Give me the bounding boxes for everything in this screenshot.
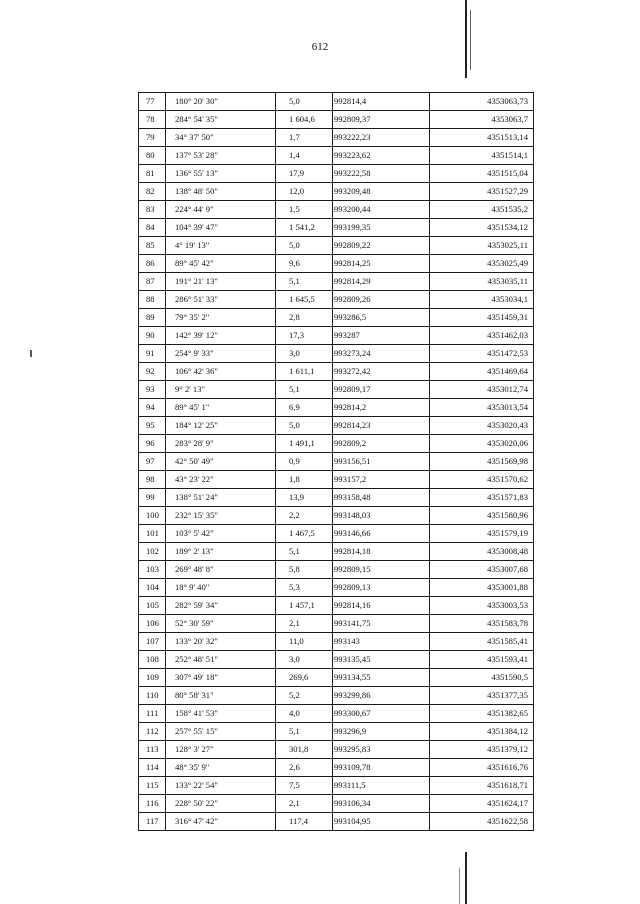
distance-cell: 3,0 bbox=[276, 651, 333, 669]
distance-cell: 0,9 bbox=[276, 453, 333, 471]
x-coordinate-cell: 992809,26 bbox=[333, 291, 430, 309]
direction-angle-cell: 18° 9' 40" bbox=[166, 579, 276, 597]
table-row bbox=[139, 291, 534, 309]
point-number-cell: 94 bbox=[139, 399, 166, 417]
distance-cell: 6,9 bbox=[276, 399, 333, 417]
x-coordinate-cell: 993148,03 bbox=[333, 507, 430, 525]
x-coordinate-cell: 992809,22 bbox=[333, 237, 430, 255]
x-coordinate-cell: 992814,2 bbox=[333, 399, 430, 417]
point-number-cell: 100 bbox=[139, 507, 166, 525]
distance-cell: 5,3 bbox=[276, 579, 333, 597]
scan-edge-mark-bottom bbox=[465, 852, 467, 904]
distance-cell: 1 541,2 bbox=[276, 219, 333, 237]
y-coordinate-cell: 4351379,12 bbox=[430, 741, 534, 759]
x-coordinate-cell: 993111,5 bbox=[333, 777, 430, 795]
y-coordinate-cell: 4353063,73 bbox=[430, 93, 534, 111]
table-row bbox=[139, 723, 534, 741]
distance-cell: 5,0 bbox=[276, 237, 333, 255]
point-number-cell: 80 bbox=[139, 147, 166, 165]
y-coordinate-cell: 4353012,74 bbox=[430, 381, 534, 399]
distance-cell: 1,7 bbox=[276, 129, 333, 147]
table-row bbox=[139, 255, 534, 273]
x-coordinate-cell: 993273,24 bbox=[333, 345, 430, 363]
distance-cell: 7,5 bbox=[276, 777, 333, 795]
direction-angle-cell: 89° 45' 42" bbox=[166, 255, 276, 273]
table-row bbox=[139, 111, 534, 129]
table-row bbox=[139, 687, 534, 705]
point-number-cell: 102 bbox=[139, 543, 166, 561]
point-number-cell: 115 bbox=[139, 777, 166, 795]
x-coordinate-cell: 993157,2 bbox=[333, 471, 430, 489]
point-number-cell: 86 bbox=[139, 255, 166, 273]
distance-cell: 13,9 bbox=[276, 489, 333, 507]
x-coordinate-cell: 993222,23 bbox=[333, 129, 430, 147]
table-row bbox=[139, 633, 534, 651]
y-coordinate-cell: 4351384,12 bbox=[430, 723, 534, 741]
table-row bbox=[139, 129, 534, 147]
table-row bbox=[139, 417, 534, 435]
x-coordinate-cell: 993106,34 bbox=[333, 795, 430, 813]
table-row bbox=[139, 669, 534, 687]
x-coordinate-cell: 993158,48 bbox=[333, 489, 430, 507]
y-coordinate-cell: 4351459,31 bbox=[430, 309, 534, 327]
direction-angle-cell: 232° 15' 35" bbox=[166, 507, 276, 525]
table-row bbox=[139, 165, 534, 183]
point-number-cell: 110 bbox=[139, 687, 166, 705]
distance-cell: 1 491,1 bbox=[276, 435, 333, 453]
x-coordinate-cell: 993295,83 bbox=[333, 741, 430, 759]
coordinates-table-body bbox=[139, 93, 534, 831]
y-coordinate-cell: 4351515,04 bbox=[430, 165, 534, 183]
direction-angle-cell: 137° 53' 28" bbox=[166, 147, 276, 165]
point-number-cell: 103 bbox=[139, 561, 166, 579]
direction-angle-cell: 284° 54' 35" bbox=[166, 111, 276, 129]
direction-angle-cell: 283° 28' 9" bbox=[166, 435, 276, 453]
direction-angle-cell: 138° 48' 50" bbox=[166, 183, 276, 201]
distance-cell: 5,1 bbox=[276, 273, 333, 291]
table-row bbox=[139, 381, 534, 399]
distance-cell: 2,2 bbox=[276, 507, 333, 525]
distance-cell: 1,4 bbox=[276, 147, 333, 165]
x-coordinate-cell: 992814,4 bbox=[333, 93, 430, 111]
table-row bbox=[139, 219, 534, 237]
y-coordinate-cell: 4353063,7 bbox=[430, 111, 534, 129]
point-number-cell: 83 bbox=[139, 201, 166, 219]
table-row bbox=[139, 579, 534, 597]
x-coordinate-cell: 993199,35 bbox=[333, 219, 430, 237]
point-number-cell: 89 bbox=[139, 309, 166, 327]
direction-angle-cell: 89° 45' 1" bbox=[166, 399, 276, 417]
distance-cell: 5,0 bbox=[276, 93, 333, 111]
x-coordinate-cell: 992809,17 bbox=[333, 381, 430, 399]
point-number-cell: 81 bbox=[139, 165, 166, 183]
direction-angle-cell: 254° 9' 33" bbox=[166, 345, 276, 363]
table-row bbox=[139, 777, 534, 795]
distance-cell: 5,1 bbox=[276, 381, 333, 399]
y-coordinate-cell: 4351382,65 bbox=[430, 705, 534, 723]
distance-cell: 5,2 bbox=[276, 687, 333, 705]
y-coordinate-cell: 4351618,71 bbox=[430, 777, 534, 795]
x-coordinate-cell: 993286,5 bbox=[333, 309, 430, 327]
table-row bbox=[139, 651, 534, 669]
y-coordinate-cell: 4351535,2 bbox=[430, 201, 534, 219]
point-number-cell: 112 bbox=[139, 723, 166, 741]
distance-cell: 1 457,1 bbox=[276, 597, 333, 615]
y-coordinate-cell: 4351593,41 bbox=[430, 651, 534, 669]
y-coordinate-cell: 4351616,76 bbox=[430, 759, 534, 777]
x-coordinate-cell: 993134,55 bbox=[333, 669, 430, 687]
distance-cell: 2,1 bbox=[276, 615, 333, 633]
direction-angle-cell: 282° 59' 34" bbox=[166, 597, 276, 615]
table-row bbox=[139, 453, 534, 471]
y-coordinate-cell: 4353003,53 bbox=[430, 597, 534, 615]
table-row bbox=[139, 273, 534, 291]
direction-angle-cell: 184° 12' 25" bbox=[166, 417, 276, 435]
x-coordinate-cell: 993223,62 bbox=[333, 147, 430, 165]
distance-cell: 4,0 bbox=[276, 705, 333, 723]
direction-angle-cell: 158° 41' 53" bbox=[166, 705, 276, 723]
y-coordinate-cell: 4351579,19 bbox=[430, 525, 534, 543]
point-number-cell: 85 bbox=[139, 237, 166, 255]
direction-angle-cell: 52° 30' 59" bbox=[166, 615, 276, 633]
point-number-cell: 111 bbox=[139, 705, 166, 723]
distance-cell: 17,3 bbox=[276, 327, 333, 345]
y-coordinate-cell: 4353007,68 bbox=[430, 561, 534, 579]
direction-angle-cell: 104° 39' 47" bbox=[166, 219, 276, 237]
x-coordinate-cell: 993156,51 bbox=[333, 453, 430, 471]
x-coordinate-cell: 992809,13 bbox=[333, 579, 430, 597]
direction-angle-cell: 34° 37' 50" bbox=[166, 129, 276, 147]
distance-cell: 12,0 bbox=[276, 183, 333, 201]
y-coordinate-cell: 4351462,03 bbox=[430, 327, 534, 345]
x-coordinate-cell: 993104,95 bbox=[333, 813, 430, 831]
point-number-cell: 106 bbox=[139, 615, 166, 633]
x-coordinate-cell: 992814,18 bbox=[333, 543, 430, 561]
point-number-cell: 97 bbox=[139, 453, 166, 471]
direction-angle-cell: 191° 21' 13" bbox=[166, 273, 276, 291]
distance-cell: 2,6 bbox=[276, 759, 333, 777]
x-coordinate-cell: 993109,78 bbox=[333, 759, 430, 777]
point-number-cell: 91 bbox=[139, 345, 166, 363]
table-row bbox=[139, 813, 534, 831]
direction-angle-cell: 79° 35' 2" bbox=[166, 309, 276, 327]
point-number-cell: 114 bbox=[139, 759, 166, 777]
table-row bbox=[139, 201, 534, 219]
coordinates-table bbox=[138, 92, 534, 831]
direction-angle-cell: 4° 19' 13" bbox=[166, 237, 276, 255]
point-number-cell: 116 bbox=[139, 795, 166, 813]
y-coordinate-cell: 4351583,78 bbox=[430, 615, 534, 633]
x-coordinate-cell: 992809,37 bbox=[333, 111, 430, 129]
point-number-cell: 79 bbox=[139, 129, 166, 147]
distance-cell: 5,1 bbox=[276, 543, 333, 561]
point-number-cell: 84 bbox=[139, 219, 166, 237]
y-coordinate-cell: 4353025,11 bbox=[430, 237, 534, 255]
y-coordinate-cell: 4353020,43 bbox=[430, 417, 534, 435]
x-coordinate-cell: 992814,29 bbox=[333, 273, 430, 291]
point-number-cell: 98 bbox=[139, 471, 166, 489]
point-number-cell: 93 bbox=[139, 381, 166, 399]
point-number-cell: 107 bbox=[139, 633, 166, 651]
table-row bbox=[139, 597, 534, 615]
y-coordinate-cell: 4353035,11 bbox=[430, 273, 534, 291]
table-row bbox=[139, 435, 534, 453]
direction-angle-cell: 48° 35' 9" bbox=[166, 759, 276, 777]
x-coordinate-cell: 993141,75 bbox=[333, 615, 430, 633]
direction-angle-cell: 43° 23' 22" bbox=[166, 471, 276, 489]
table-row bbox=[139, 327, 534, 345]
point-number-cell: 108 bbox=[139, 651, 166, 669]
x-coordinate-cell: 993300,67 bbox=[333, 705, 430, 723]
distance-cell: 1 604,6 bbox=[276, 111, 333, 129]
y-coordinate-cell: 4351585,41 bbox=[430, 633, 534, 651]
distance-cell: 1,8 bbox=[276, 471, 333, 489]
distance-cell: 1 611,1 bbox=[276, 363, 333, 381]
x-coordinate-cell: 993287 bbox=[333, 327, 430, 345]
y-coordinate-cell: 4353025,49 bbox=[430, 255, 534, 273]
table-row bbox=[139, 309, 534, 327]
x-coordinate-cell: 992814,25 bbox=[333, 255, 430, 273]
table-row bbox=[139, 363, 534, 381]
x-coordinate-cell: 993296,9 bbox=[333, 723, 430, 741]
point-number-cell: 105 bbox=[139, 597, 166, 615]
y-coordinate-cell: 4353008,48 bbox=[430, 543, 534, 561]
x-coordinate-cell: 993135,45 bbox=[333, 651, 430, 669]
direction-angle-cell: 42° 50' 49" bbox=[166, 453, 276, 471]
scan-edge-mark-top bbox=[465, 0, 467, 78]
distance-cell: 11,0 bbox=[276, 633, 333, 651]
distance-cell: 5,8 bbox=[276, 561, 333, 579]
y-coordinate-cell: 4351377,35 bbox=[430, 687, 534, 705]
distance-cell: 17,9 bbox=[276, 165, 333, 183]
direction-angle-cell: 133° 20' 32" bbox=[166, 633, 276, 651]
x-coordinate-cell: 993222,58 bbox=[333, 165, 430, 183]
table-row bbox=[139, 237, 534, 255]
point-number-cell: 87 bbox=[139, 273, 166, 291]
table-row bbox=[139, 489, 534, 507]
scan-edge-mark-top-thin bbox=[470, 10, 471, 70]
y-coordinate-cell: 4351590,5 bbox=[430, 669, 534, 687]
table-row bbox=[139, 543, 534, 561]
point-number-cell: 95 bbox=[139, 417, 166, 435]
table-row bbox=[139, 741, 534, 759]
direction-angle-cell: 228° 50' 22" bbox=[166, 795, 276, 813]
point-number-cell: 82 bbox=[139, 183, 166, 201]
x-coordinate-cell: 993146,66 bbox=[333, 525, 430, 543]
direction-angle-cell: 307° 49' 18" bbox=[166, 669, 276, 687]
table-row bbox=[139, 561, 534, 579]
direction-angle-cell: 224° 44' 9" bbox=[166, 201, 276, 219]
table-row bbox=[139, 759, 534, 777]
y-coordinate-cell: 4351527,29 bbox=[430, 183, 534, 201]
point-number-cell: 104 bbox=[139, 579, 166, 597]
distance-cell: 301,8 bbox=[276, 741, 333, 759]
distance-cell: 3,0 bbox=[276, 345, 333, 363]
direction-angle-cell: 257° 55' 15" bbox=[166, 723, 276, 741]
distance-cell: 269,6 bbox=[276, 669, 333, 687]
point-number-cell: 113 bbox=[139, 741, 166, 759]
y-coordinate-cell: 4351571,83 bbox=[430, 489, 534, 507]
distance-cell: 1 645,5 bbox=[276, 291, 333, 309]
distance-cell: 1,5 bbox=[276, 201, 333, 219]
y-coordinate-cell: 4351514,1 bbox=[430, 147, 534, 165]
distance-cell: 9,6 bbox=[276, 255, 333, 273]
direction-angle-cell: 252° 48' 51" bbox=[166, 651, 276, 669]
point-number-cell: 78 bbox=[139, 111, 166, 129]
x-coordinate-cell: 993209,48 bbox=[333, 183, 430, 201]
distance-cell: 2,1 bbox=[276, 795, 333, 813]
table-row bbox=[139, 183, 534, 201]
y-coordinate-cell: 4351534,12 bbox=[430, 219, 534, 237]
point-number-cell: 96 bbox=[139, 435, 166, 453]
y-coordinate-cell: 4353034,1 bbox=[430, 291, 534, 309]
y-coordinate-cell: 4353001,88 bbox=[430, 579, 534, 597]
distance-cell: 2,8 bbox=[276, 309, 333, 327]
table-row bbox=[139, 471, 534, 489]
y-coordinate-cell: 4351622,58 bbox=[430, 813, 534, 831]
y-coordinate-cell: 4351469,64 bbox=[430, 363, 534, 381]
point-number-cell: 101 bbox=[139, 525, 166, 543]
point-number-cell: 88 bbox=[139, 291, 166, 309]
direction-angle-cell: 9° 2' 13" bbox=[166, 381, 276, 399]
x-coordinate-cell: 993299,86 bbox=[333, 687, 430, 705]
y-coordinate-cell: 4353020,06 bbox=[430, 435, 534, 453]
point-number-cell: 92 bbox=[139, 363, 166, 381]
x-coordinate-cell: 992814,23 bbox=[333, 417, 430, 435]
table-row bbox=[139, 93, 534, 111]
y-coordinate-cell: 4351513,14 bbox=[430, 129, 534, 147]
table-row bbox=[139, 795, 534, 813]
y-coordinate-cell: 4353013,54 bbox=[430, 399, 534, 417]
distance-cell: 5,0 bbox=[276, 417, 333, 435]
point-number-cell: 117 bbox=[139, 813, 166, 831]
y-coordinate-cell: 4351570,62 bbox=[430, 471, 534, 489]
direction-angle-cell: 180° 20' 30" bbox=[166, 93, 276, 111]
x-coordinate-cell: 993143 bbox=[333, 633, 430, 651]
point-number-cell: 90 bbox=[139, 327, 166, 345]
table-row bbox=[139, 399, 534, 417]
table-row bbox=[139, 345, 534, 363]
direction-angle-cell: 269° 48' 8" bbox=[166, 561, 276, 579]
direction-angle-cell: 106° 42' 36" bbox=[166, 363, 276, 381]
x-coordinate-cell: 993272,42 bbox=[333, 363, 430, 381]
direction-angle-cell: 128° 3' 27" bbox=[166, 741, 276, 759]
x-coordinate-cell: 992809,2 bbox=[333, 435, 430, 453]
scan-edge-mark-bottom-thin bbox=[459, 868, 460, 904]
scan-speck-left bbox=[30, 350, 32, 357]
point-number-cell: 99 bbox=[139, 489, 166, 507]
table-row bbox=[139, 615, 534, 633]
direction-angle-cell: 80° 58' 31" bbox=[166, 687, 276, 705]
distance-cell: 117,4 bbox=[276, 813, 333, 831]
direction-angle-cell: 136° 55' 13" bbox=[166, 165, 276, 183]
x-coordinate-cell: 993200,44 bbox=[333, 201, 430, 219]
distance-cell: 1 467,5 bbox=[276, 525, 333, 543]
y-coordinate-cell: 4351472,53 bbox=[430, 345, 534, 363]
table-row bbox=[139, 147, 534, 165]
direction-angle-cell: 189° 2' 13" bbox=[166, 543, 276, 561]
page-number: 612 bbox=[311, 41, 329, 53]
x-coordinate-cell: 992809,15 bbox=[333, 561, 430, 579]
direction-angle-cell: 316° 47' 42" bbox=[166, 813, 276, 831]
direction-angle-cell: 138° 51' 24" bbox=[166, 489, 276, 507]
direction-angle-cell: 286° 51' 33" bbox=[166, 291, 276, 309]
direction-angle-cell: 133° 22' 54" bbox=[166, 777, 276, 795]
y-coordinate-cell: 4351580,96 bbox=[430, 507, 534, 525]
y-coordinate-cell: 4351624,17 bbox=[430, 795, 534, 813]
table-row bbox=[139, 507, 534, 525]
direction-angle-cell: 142° 39' 12" bbox=[166, 327, 276, 345]
point-number-cell: 77 bbox=[139, 93, 166, 111]
table-row bbox=[139, 705, 534, 723]
x-coordinate-cell: 992814,16 bbox=[333, 597, 430, 615]
distance-cell: 5,1 bbox=[276, 723, 333, 741]
y-coordinate-cell: 4351569,98 bbox=[430, 453, 534, 471]
direction-angle-cell: 103° 5' 42" bbox=[166, 525, 276, 543]
point-number-cell: 109 bbox=[139, 669, 166, 687]
table-row bbox=[139, 525, 534, 543]
